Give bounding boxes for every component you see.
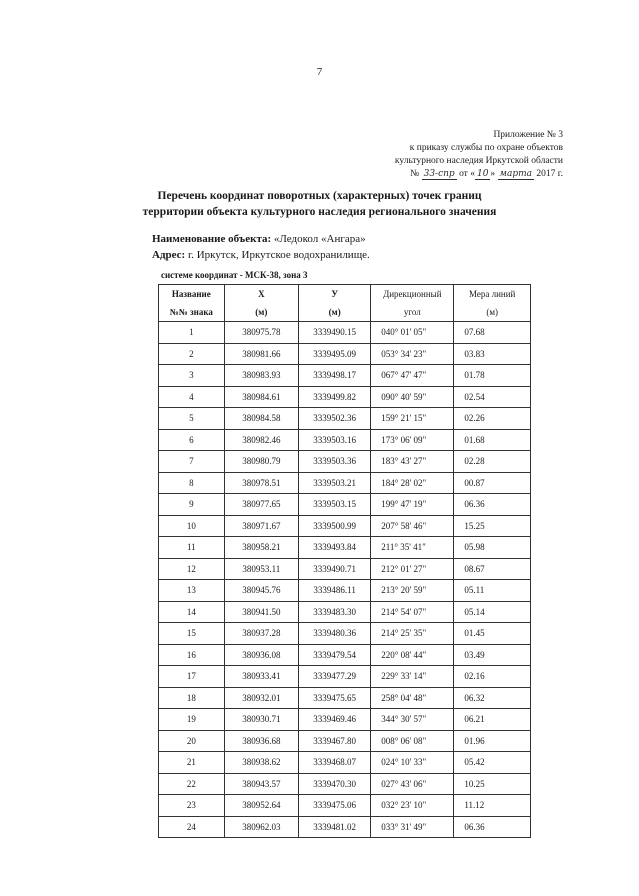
point-number-cell: 24 bbox=[159, 816, 225, 838]
direction-angle-cell: 214° 25' 35" bbox=[371, 623, 454, 645]
line-length-cell: 02.26 bbox=[454, 408, 531, 430]
line-length-cell: 05.98 bbox=[454, 537, 531, 559]
line-length-cell: 15.25 bbox=[454, 515, 531, 537]
y-coordinate-cell: 3339503.16 bbox=[299, 429, 371, 451]
table-row bbox=[159, 601, 531, 623]
x-coordinate-cell: 380938.62 bbox=[224, 752, 298, 774]
point-number-cell: 22 bbox=[159, 773, 225, 795]
table-row bbox=[159, 494, 531, 516]
y-coordinate-cell: 3339475.06 bbox=[299, 795, 371, 817]
point-number-cell: 17 bbox=[159, 666, 225, 688]
appendix-order-line bbox=[395, 168, 563, 181]
line-length-cell: 07.68 bbox=[454, 322, 531, 344]
point-number-cell: 5 bbox=[159, 408, 225, 430]
x-coordinate-cell: 380977.65 bbox=[224, 494, 298, 516]
y-coordinate-cell: 3339468.07 bbox=[299, 752, 371, 774]
table-row bbox=[159, 644, 531, 666]
direction-angle-cell: 024° 10' 33" bbox=[371, 752, 454, 774]
point-number-cell: 15 bbox=[159, 623, 225, 645]
x-coordinate-cell: 380953.11 bbox=[224, 558, 298, 580]
y-coordinate-cell: 3339498.17 bbox=[299, 365, 371, 387]
y-coordinate-cell: 3339499.82 bbox=[299, 386, 371, 408]
line-length-cell: 06.36 bbox=[454, 816, 531, 838]
y-coordinate-cell: 3339495.09 bbox=[299, 343, 371, 365]
order-year: 2017 г. bbox=[536, 169, 563, 179]
line-length-cell: 11.12 bbox=[454, 795, 531, 817]
table-row bbox=[159, 709, 531, 731]
title-line-1: Перечень координат поворотных (характерных) точек границ bbox=[157, 190, 482, 202]
point-number-cell: 21 bbox=[159, 752, 225, 774]
direction-angle-cell: 183° 43' 27" bbox=[371, 451, 454, 473]
table-row bbox=[159, 451, 531, 473]
x-coordinate-cell: 380941.50 bbox=[224, 601, 298, 623]
table-row bbox=[159, 773, 531, 795]
line-length-cell: 06.32 bbox=[454, 687, 531, 709]
x-coordinate-cell: 380932.01 bbox=[224, 687, 298, 709]
table-row bbox=[159, 429, 531, 451]
direction-angle-cell: 067° 47' 47" bbox=[371, 365, 454, 387]
direction-angle-cell: 040° 01' 05" bbox=[371, 322, 454, 344]
point-number-cell: 1 bbox=[159, 322, 225, 344]
coordinate-system-label: системе координат - МСК-38, зона 3 bbox=[161, 270, 308, 280]
direction-angle-cell: 199° 47' 19" bbox=[371, 494, 454, 516]
point-number-cell: 3 bbox=[159, 365, 225, 387]
y-coordinate-cell: 3339503.21 bbox=[299, 472, 371, 494]
direction-angle-cell: 090° 40' 59" bbox=[371, 386, 454, 408]
point-number-cell: 16 bbox=[159, 644, 225, 666]
direction-angle-cell: 008° 06' 08" bbox=[371, 730, 454, 752]
line-length-cell: 03.83 bbox=[454, 343, 531, 365]
direction-angle-cell: 220° 08' 44" bbox=[371, 644, 454, 666]
point-number-cell: 13 bbox=[159, 580, 225, 602]
x-coordinate-cell: 380933.41 bbox=[224, 666, 298, 688]
y-coordinate-cell: 3339470.30 bbox=[299, 773, 371, 795]
header-y-unit: (м) bbox=[299, 303, 371, 322]
table-row bbox=[159, 752, 531, 774]
line-length-cell: 01.45 bbox=[454, 623, 531, 645]
direction-angle-cell: 173° 06' 09" bbox=[371, 429, 454, 451]
header-direction: Дирекционный bbox=[371, 285, 454, 304]
point-number-cell: 20 bbox=[159, 730, 225, 752]
direction-angle-cell: 258° 04' 48" bbox=[371, 687, 454, 709]
line-length-cell: 05.14 bbox=[454, 601, 531, 623]
direction-angle-cell: 184° 28' 02" bbox=[371, 472, 454, 494]
table-row bbox=[159, 537, 531, 559]
table-row bbox=[159, 472, 531, 494]
line-length-cell: 10.25 bbox=[454, 773, 531, 795]
y-coordinate-cell: 3339469.46 bbox=[299, 709, 371, 731]
table-row bbox=[159, 386, 531, 408]
order-from-label: от « bbox=[459, 169, 475, 179]
direction-angle-cell: 211° 35' 41" bbox=[371, 537, 454, 559]
point-number-cell: 7 bbox=[159, 451, 225, 473]
table-row bbox=[159, 343, 531, 365]
order-number-prefix: № bbox=[410, 169, 420, 179]
x-coordinate-cell: 380945.76 bbox=[224, 580, 298, 602]
line-length-cell: 03.49 bbox=[454, 644, 531, 666]
appendix-line-2: к приказу службы по охране объектов bbox=[409, 143, 563, 153]
point-number-cell: 12 bbox=[159, 558, 225, 580]
x-coordinate-cell: 380962.03 bbox=[224, 816, 298, 838]
x-coordinate-cell: 380936.08 bbox=[224, 644, 298, 666]
appendix-block bbox=[395, 129, 563, 181]
point-number-cell: 6 bbox=[159, 429, 225, 451]
object-address-label: Адрес: bbox=[152, 249, 186, 261]
point-number-cell: 10 bbox=[159, 515, 225, 537]
x-coordinate-cell: 380981.66 bbox=[224, 343, 298, 365]
order-day-close: » bbox=[490, 169, 496, 179]
y-coordinate-cell: 3339490.15 bbox=[299, 322, 371, 344]
direction-angle-cell: 053° 34' 23" bbox=[371, 343, 454, 365]
x-coordinate-cell: 380958.21 bbox=[224, 537, 298, 559]
y-coordinate-cell: 3339481.02 bbox=[299, 816, 371, 838]
table-row bbox=[159, 666, 531, 688]
y-coordinate-cell: 3339486.11 bbox=[299, 580, 371, 602]
document-title bbox=[0, 188, 639, 220]
x-coordinate-cell: 380930.71 bbox=[224, 709, 298, 731]
y-coordinate-cell: 3339475.65 bbox=[299, 687, 371, 709]
table-row bbox=[159, 515, 531, 537]
table-row bbox=[159, 365, 531, 387]
table-row bbox=[159, 558, 531, 580]
title-line-2: территории объекта культурного наследия регионального значения bbox=[142, 206, 497, 218]
y-coordinate-cell: 3339502.36 bbox=[299, 408, 371, 430]
header-length: Мера линий bbox=[454, 285, 531, 304]
x-coordinate-cell: 380984.58 bbox=[224, 408, 298, 430]
direction-angle-cell: 229° 33' 14" bbox=[371, 666, 454, 688]
y-coordinate-cell: 3339503.36 bbox=[299, 451, 371, 473]
appendix-title: Приложение № 3 bbox=[493, 130, 563, 140]
line-length-cell: 06.21 bbox=[454, 709, 531, 731]
x-coordinate-cell: 380936.68 bbox=[224, 730, 298, 752]
table-row bbox=[159, 322, 531, 344]
order-month: марта bbox=[499, 169, 533, 179]
table-body bbox=[159, 322, 531, 838]
line-length-cell: 01.68 bbox=[454, 429, 531, 451]
x-coordinate-cell: 380982.46 bbox=[224, 429, 298, 451]
x-coordinate-cell: 380971.67 bbox=[224, 515, 298, 537]
line-length-cell: 02.16 bbox=[454, 666, 531, 688]
appendix-line-3: культурного наследия Иркутской области bbox=[394, 156, 563, 166]
line-length-cell: 05.42 bbox=[454, 752, 531, 774]
order-number: 33-спр bbox=[423, 169, 455, 179]
direction-angle-cell: 344° 30' 57" bbox=[371, 709, 454, 731]
direction-angle-cell: 033° 31' 49" bbox=[371, 816, 454, 838]
y-coordinate-cell: 3339467.80 bbox=[299, 730, 371, 752]
direction-angle-cell: 027° 43' 06" bbox=[371, 773, 454, 795]
table-row bbox=[159, 408, 531, 430]
direction-angle-cell: 032° 23' 10" bbox=[371, 795, 454, 817]
y-coordinate-cell: 3339477.29 bbox=[299, 666, 371, 688]
direction-angle-cell: 214° 54' 07" bbox=[371, 601, 454, 623]
header-direction-sub: угол bbox=[371, 303, 454, 322]
x-coordinate-cell: 380937.28 bbox=[224, 623, 298, 645]
y-coordinate-cell: 3339500.99 bbox=[299, 515, 371, 537]
line-length-cell: 01.96 bbox=[454, 730, 531, 752]
y-coordinate-cell: 3339483.30 bbox=[299, 601, 371, 623]
y-coordinate-cell: 3339480.36 bbox=[299, 623, 371, 645]
point-number-cell: 2 bbox=[159, 343, 225, 365]
header-name-sub: №№ знака bbox=[159, 303, 225, 322]
order-day: 10 bbox=[476, 169, 489, 179]
point-number-cell: 14 bbox=[159, 601, 225, 623]
x-coordinate-cell: 380975.78 bbox=[224, 322, 298, 344]
x-coordinate-cell: 380980.79 bbox=[224, 451, 298, 473]
header-y: У bbox=[299, 285, 371, 304]
point-number-cell: 9 bbox=[159, 494, 225, 516]
y-coordinate-cell: 3339479.54 bbox=[299, 644, 371, 666]
header-name: Название bbox=[159, 285, 225, 304]
header-length-unit: (м) bbox=[454, 303, 531, 322]
x-coordinate-cell: 380952.64 bbox=[224, 795, 298, 817]
table-row bbox=[159, 580, 531, 602]
line-length-cell: 06.36 bbox=[454, 494, 531, 516]
table-row bbox=[159, 795, 531, 817]
coordinates-table bbox=[158, 284, 531, 838]
object-name-row bbox=[152, 231, 370, 247]
line-length-cell: 02.28 bbox=[454, 451, 531, 473]
object-address-value: г. Иркутск, Иркутское водохранилище. bbox=[187, 249, 370, 261]
x-coordinate-cell: 380983.93 bbox=[224, 365, 298, 387]
x-coordinate-cell: 380984.61 bbox=[224, 386, 298, 408]
x-coordinate-cell: 380943.57 bbox=[224, 773, 298, 795]
y-coordinate-cell: 3339490.71 bbox=[299, 558, 371, 580]
y-coordinate-cell: 3339503.15 bbox=[299, 494, 371, 516]
table-header-row-2 bbox=[159, 303, 531, 322]
point-number-cell: 11 bbox=[159, 537, 225, 559]
direction-angle-cell: 207° 58' 46" bbox=[371, 515, 454, 537]
direction-angle-cell: 159° 21' 15" bbox=[371, 408, 454, 430]
object-name-value: «Ледокол «Ангара» bbox=[273, 233, 366, 245]
point-number-cell: 4 bbox=[159, 386, 225, 408]
object-info bbox=[152, 231, 370, 263]
table-header-row-1 bbox=[159, 285, 531, 304]
line-length-cell: 02.54 bbox=[454, 386, 531, 408]
table-row bbox=[159, 623, 531, 645]
line-length-cell: 08.67 bbox=[454, 558, 531, 580]
point-number-cell: 8 bbox=[159, 472, 225, 494]
point-number-cell: 19 bbox=[159, 709, 225, 731]
line-length-cell: 00.87 bbox=[454, 472, 531, 494]
table-row bbox=[159, 687, 531, 709]
page-number: 7 bbox=[316, 66, 323, 78]
header-x-unit: (м) bbox=[224, 303, 298, 322]
line-length-cell: 05.11 bbox=[454, 580, 531, 602]
object-name-label: Наименование объекта: bbox=[152, 233, 272, 245]
header-x: Х bbox=[224, 285, 298, 304]
table-row bbox=[159, 730, 531, 752]
point-number-cell: 23 bbox=[159, 795, 225, 817]
table-row bbox=[159, 816, 531, 838]
line-length-cell: 01.78 bbox=[454, 365, 531, 387]
point-number-cell: 18 bbox=[159, 687, 225, 709]
direction-angle-cell: 213° 20' 59" bbox=[371, 580, 454, 602]
y-coordinate-cell: 3339493.84 bbox=[299, 537, 371, 559]
direction-angle-cell: 212° 01' 27" bbox=[371, 558, 454, 580]
object-address-row bbox=[152, 247, 370, 263]
x-coordinate-cell: 380978.51 bbox=[224, 472, 298, 494]
